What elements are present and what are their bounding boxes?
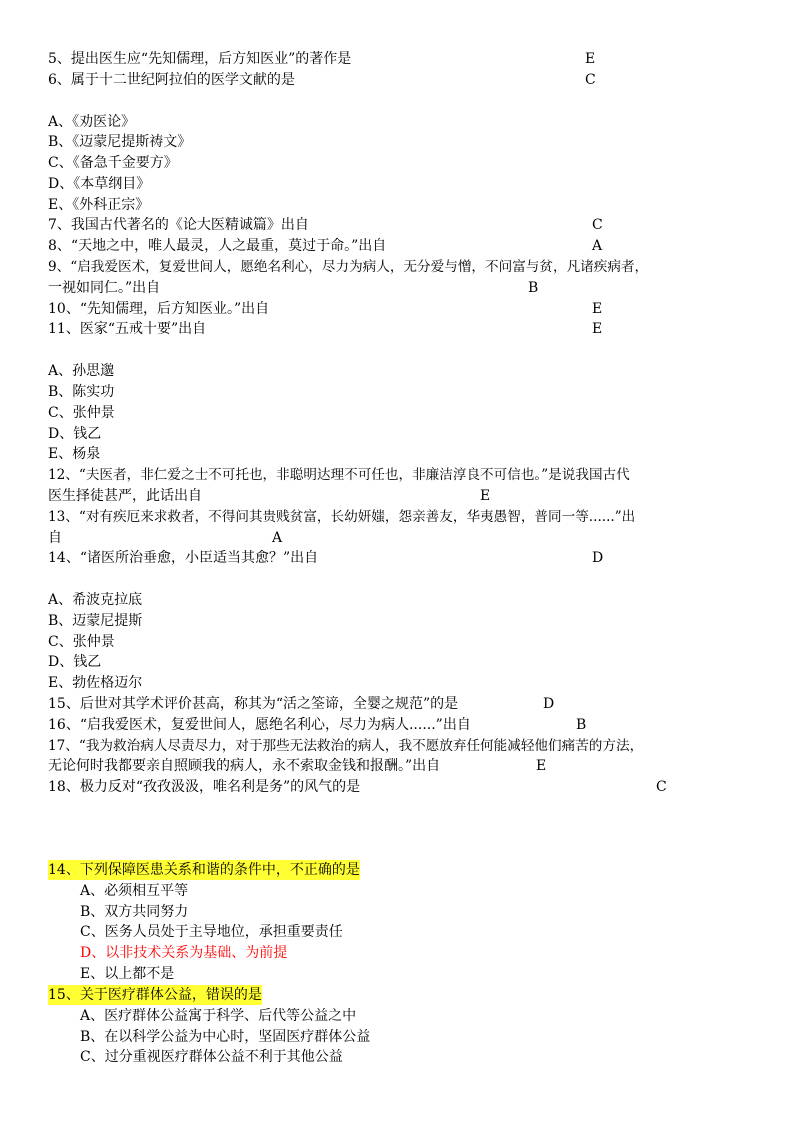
mc15-option-a: A、医疗群体公益寓于科学、后代等公益之中	[80, 1008, 357, 1024]
q9-answer: B	[528, 280, 539, 296]
q7-text: 7、我国古代著名的《论大医精诚篇》出自	[48, 217, 309, 233]
mc14-option-e: E、以上都不是	[80, 966, 175, 982]
q10-text: 10、“先知儒理，后方知医业。”出自	[48, 301, 270, 317]
b2-option-e: E、杨泉	[48, 446, 101, 462]
q17-text-line2: 无论何时我都要亲自照顾我的病人，永不索取金钱和报酬。”出自	[48, 758, 441, 774]
q18-answer: C	[656, 779, 667, 795]
mc15-question-highlighted: 15、关于医疗群体公益，错误的是	[48, 987, 262, 1003]
q12-text-line1: 12、“夫医者，非仁爱之士不可托也，非聪明达理不可任也，非廉洁淳良不可信也。”是说我国古代	[48, 467, 630, 483]
b3-option-c: C、张仲景	[48, 634, 115, 650]
q12-text-line2: 医生择徒甚严，此话出自	[48, 488, 202, 504]
b1-option-a: A、《劝医论》	[48, 114, 136, 130]
q17-answer: E	[536, 758, 547, 774]
b3-option-a: A、希波克拉底	[48, 592, 143, 608]
q5-answer: E	[585, 51, 596, 67]
q6-text: 6、属于十二世纪阿拉伯的医学文献的是	[48, 72, 295, 88]
q11-text: 11、医家“五戒十要”出自	[48, 321, 207, 337]
q11-answer: E	[592, 321, 603, 337]
b3-option-b: B、迈蒙尼提斯	[48, 613, 143, 629]
b1-option-b: B、《迈蒙尼提斯祷文》	[48, 134, 192, 150]
mc15-option-b: B、在以科学公益为中心时，坚固医疗群体公益	[80, 1029, 371, 1045]
q7-answer: C	[592, 217, 603, 233]
b1-option-d: D、《本草纲目》	[48, 176, 151, 192]
q18-text: 18、极力反对“孜孜汲汲，唯名利是务”的风气的是	[48, 779, 361, 795]
b2-option-a: A、孙思邈	[48, 363, 115, 379]
q8-answer: A	[592, 238, 603, 254]
mc14-option-c: C、医务人员处于主导地位，承担重要责任	[80, 924, 343, 940]
q5-text: 5、提出医生应“先知儒理，后方知医业”的著作是	[48, 51, 352, 67]
q12-answer: E	[480, 488, 491, 504]
b1-option-e: E、《外科正宗》	[48, 197, 150, 213]
mc14-question-highlighted: 14、下列保障医患关系和谐的条件中，不正确的是	[48, 862, 360, 878]
q13-text-line1: 13、“对有疾厄来求救者，不得问其贵贱贫富，长幼妍媸，怨亲善友，华夷愚智，普同一等......”出	[48, 509, 636, 525]
q16-answer: B	[576, 717, 587, 733]
q9-text-line2: 一视如同仁。”出自	[48, 280, 161, 296]
q13-answer: A	[272, 530, 283, 546]
q8-text: 8、“天地之中，唯人最灵，人之最重，莫过于命。”出自	[48, 238, 387, 254]
b3-option-e: E、勃佐格迈尔	[48, 675, 143, 691]
q15-answer: D	[543, 696, 555, 712]
q14-answer: D	[592, 550, 604, 566]
q17-text-line1: 17、“我为救治病人尽责尽力，对于那些无法救治的病人，我不愿放弃任何能减轻他们痛苦的方法，	[48, 738, 644, 754]
mc14-option-b: B、双方共同努力	[80, 904, 189, 920]
q14-text: 14、“诸医所治垂愈，小臣适当其愈？”出自	[48, 550, 319, 566]
b3-option-d: D、钱乙	[48, 654, 102, 670]
q16-text: 16、“启我爱医术，复爱世间人，愿绝名利心，尽力为病人......”出自	[48, 717, 471, 733]
b2-option-b: B、陈实功	[48, 384, 115, 400]
b2-option-c: C、张仲景	[48, 405, 115, 421]
mc15-option-c: C、过分重视医疗群体公益不利于其他公益	[80, 1049, 343, 1065]
q10-answer: E	[592, 301, 603, 317]
b1-option-c: C、《备急千金要方》	[48, 155, 178, 171]
b2-option-d: D、钱乙	[48, 426, 102, 442]
q15-text: 15、后世对其学术评价甚高，称其为“活之筌谛，全婴之规范”的是	[48, 696, 459, 712]
mc14-option-a: A、必须相互平等	[80, 883, 189, 899]
mc14-option-d-correct: D、以非技术关系为基础、为前提	[80, 945, 288, 961]
q6-answer: C	[585, 72, 596, 88]
q9-text-line1: 9、“启我爱医术，复爱世间人，愿绝名利心，尽力为病人，无分爱与憎，不问富与贫，凡诸疾病者，	[48, 259, 649, 275]
q13-text-line2: 自	[48, 530, 62, 546]
